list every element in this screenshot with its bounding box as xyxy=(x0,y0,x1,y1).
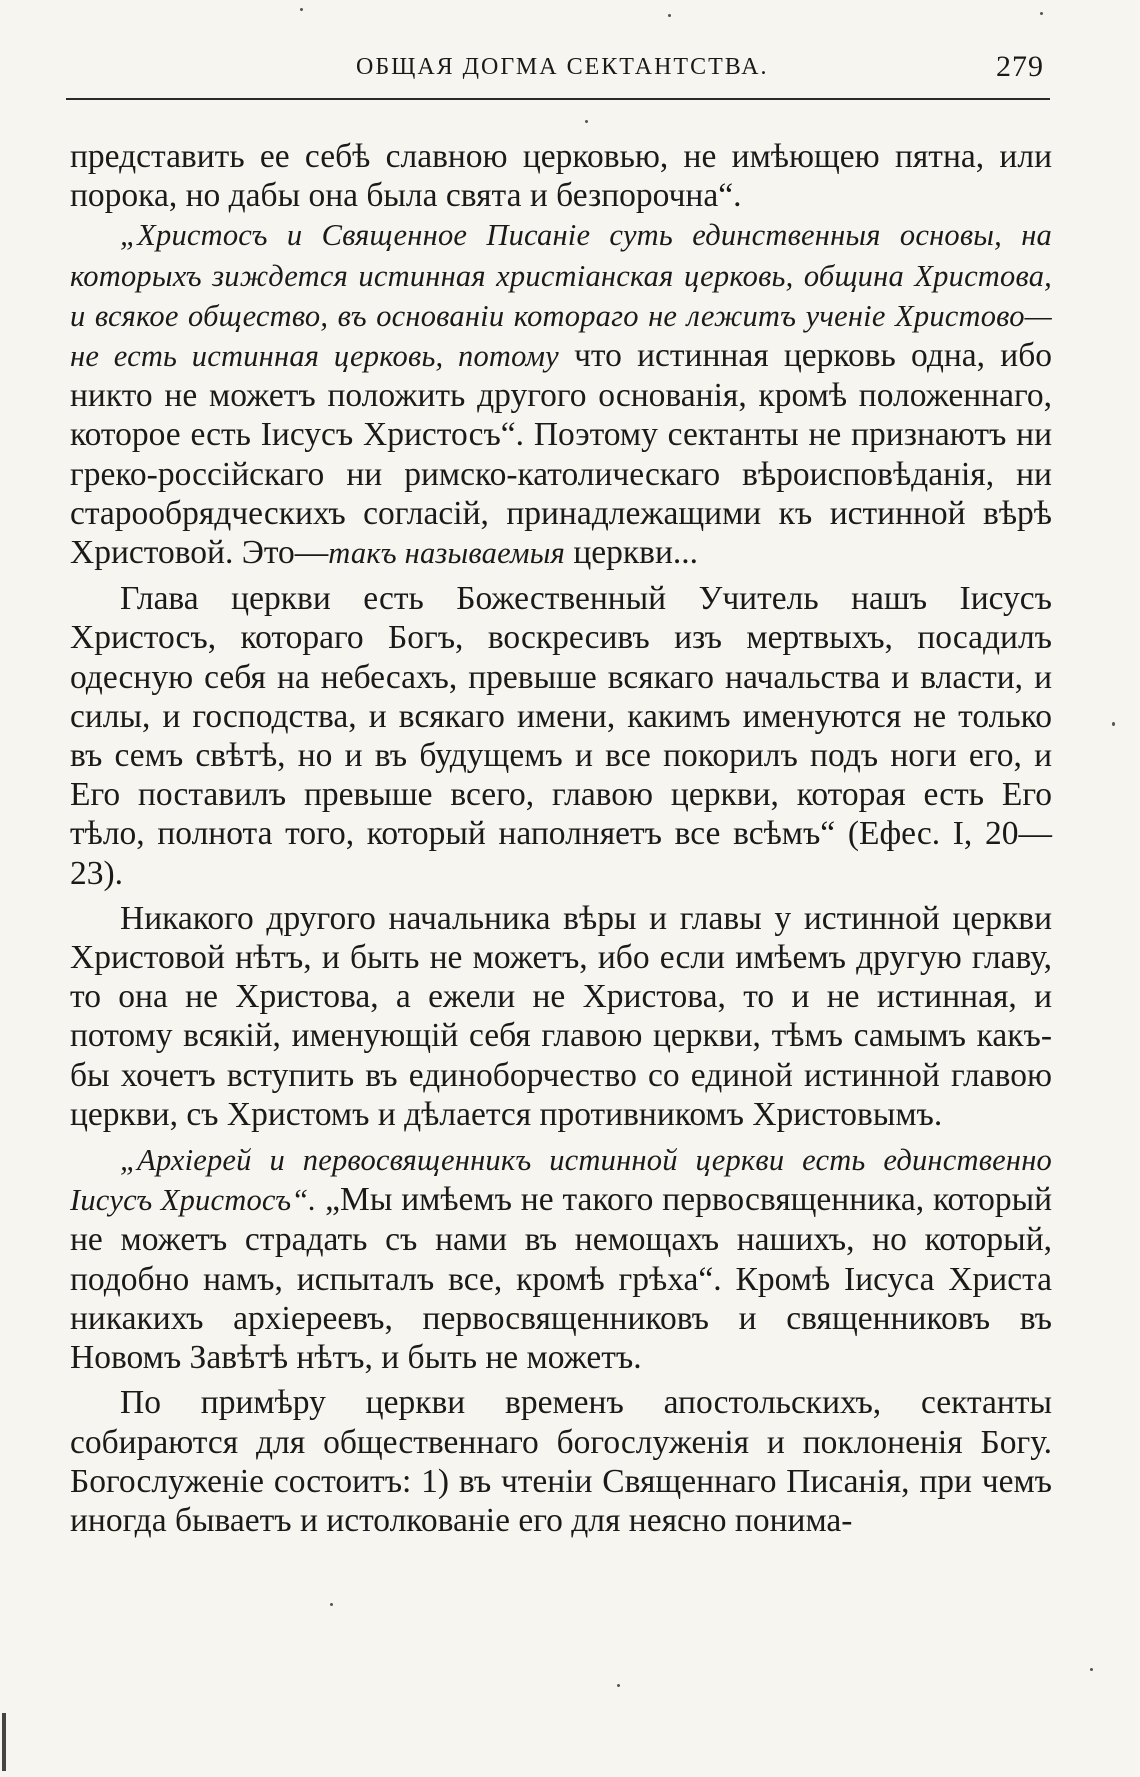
print-speck xyxy=(1112,722,1115,726)
print-speck xyxy=(1040,12,1043,15)
page-number: 279 xyxy=(996,50,1044,83)
running-title: ОБЩАЯ ДОГМА СЕКТАНТСТВА. xyxy=(356,54,769,80)
print-speck xyxy=(300,8,303,11)
paragraph-text-end: церкви... xyxy=(564,534,699,572)
paragraph-no-other-head: Никакого другого начальника вѣры и главы у истинной церкви Христовой нѣтъ, и быть не можетъ, ибо если имѣемъ другую главу, то она не Христова, а ежели не Христова, то и не истинная, и потому всякій, именующій себя главою церкви, тѣмъ самымъ какъ-бы хочетъ вступить въ единоборчество со единой истинной главою церкви, съ Христомъ и дѣлается противникомъ Христовымъ. xyxy=(70,899,1052,1133)
print-speck xyxy=(668,14,671,17)
paragraph-worship: По примѣру церкви временъ апостольскихъ, сектанты собираются для общественнаго богослуженія и поклоненія Богу. Богослуженіе состоитъ: 1) въ чтеніи Священнаго Писанія, при чемъ иногда бываетъ и истолкованіе его для неясно понима- xyxy=(70,1384,1052,1539)
italic-quote: „Христосъ и Священное Писаніе суть единственныя основы, на которыхъ зиждется истинная христіанская церковь, община Христова, и всякое общество, въ основаніи котораго не лежитъ ученіе Христово—не есть истинная церковь, потому xyxy=(70,218,1052,374)
paragraph-high-priest xyxy=(70,1140,1052,1377)
print-speck xyxy=(1090,1668,1093,1671)
paragraph-text: что истинная церковь одна, ибо никто не можетъ положить другого основанія, кромѣ положеннаго, которое есть Іисусъ Христосъ“. Поэтому сектанты не признаютъ ни греко-россійскаго ни римско-католическаго вѣроисповѣданія, ни старообрядческихъ согласій, принадлежащими къ истинной вѣрѣ Христовой. Это— xyxy=(70,337,1052,572)
body-text xyxy=(70,137,1052,1540)
running-head xyxy=(66,40,1050,100)
binding-mark xyxy=(2,1713,6,1771)
print-speck xyxy=(617,1684,620,1687)
print-speck xyxy=(330,1603,333,1606)
paragraph-quote-foundations xyxy=(70,215,1052,573)
paragraph-head-of-church: Глава церкви есть Божественный Учитель нашъ Іисусъ Христосъ, котораго Богъ, воскресивъ изъ мертвыхъ, посадилъ одесную себя на небесахъ, превыше всякаго начальства и власти, и силы, и господства, и всякаго имени, какимъ именуются не только въ семъ свѣтѣ, но и въ будущемъ и все покорилъ подъ ноги его, и Его поставилъ превыше всего, главою церкви, которая есть Его тѣло, полнота того, который наполняетъ все всѣмъ“ (Ефес. I, 20—23). xyxy=(70,580,1052,892)
italic-phrase: такъ называемыя xyxy=(328,536,565,571)
italic-quote-high-priest: „Архіерей и первосвященникъ истинной церкви есть единственно Іисусъ Христосъ“. xyxy=(70,1143,1052,1218)
print-speck xyxy=(585,120,588,123)
paragraph-continuation: представить ее себѣ славною церковью, не имѣющею пятна, или порока, но дабы она была свята и безпорочна“. xyxy=(70,138,1052,215)
paragraph-text: „Мы имѣемъ не такого первосвященника, который не можетъ страдать съ нами въ немощахъ нашихъ, но который, подобно намъ, испыталъ все, кромѣ грѣха“. Кромѣ Іисуса Христа никакихъ архіереевъ, первосвященниковъ и священниковъ въ Новомъ Завѣтѣ нѣтъ, и быть не можетъ. xyxy=(70,1181,1053,1377)
